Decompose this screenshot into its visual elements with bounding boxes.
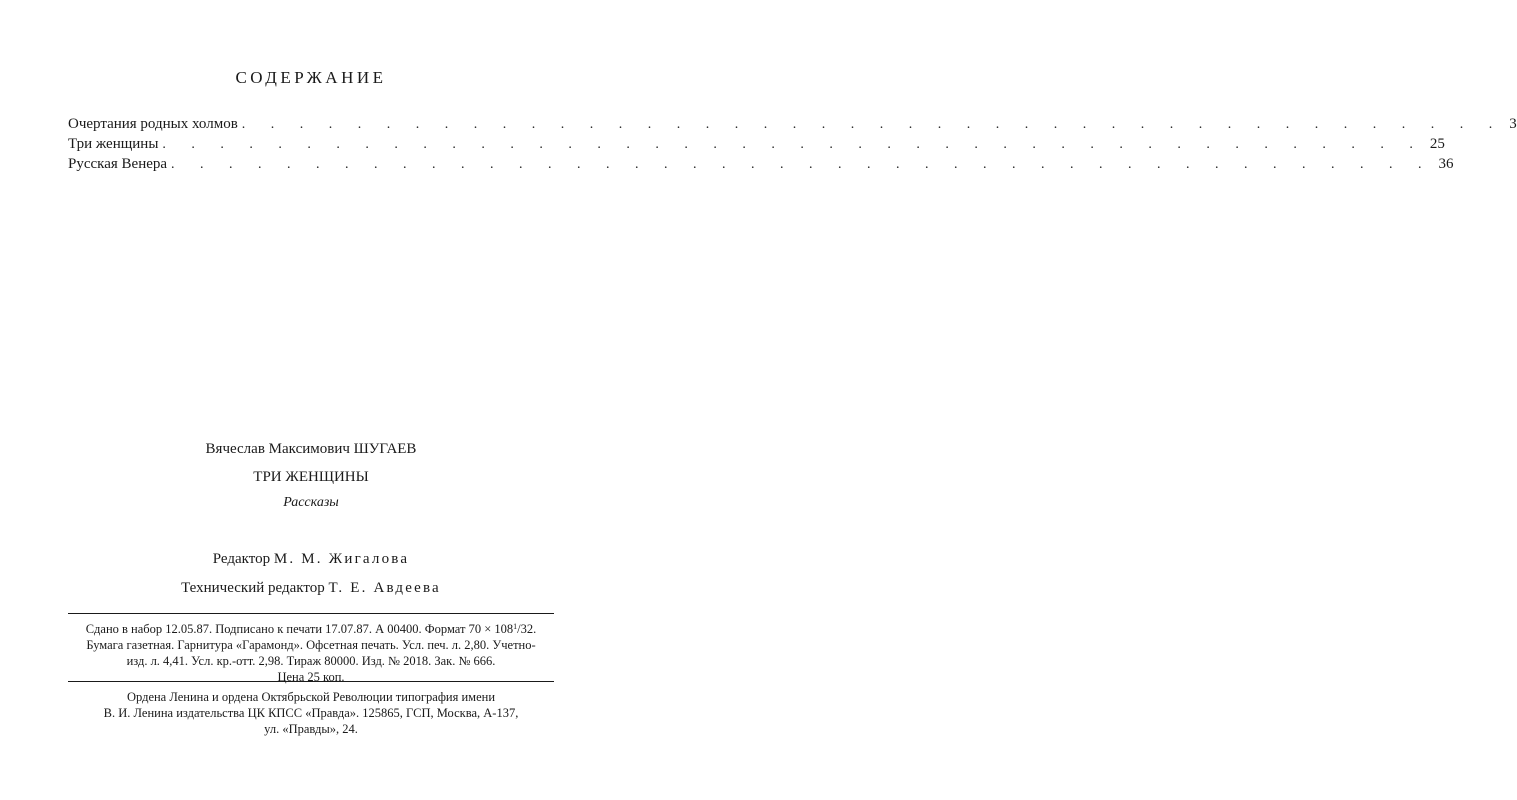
table-of-contents xyxy=(68,114,1517,174)
toc-entry xyxy=(68,114,1517,134)
toc-entry xyxy=(68,134,1445,154)
toc-dot-leader: . . . . . . . . . . . . . . . . . . . . . . . . . . . . . . . . . . . . . . . . . . . . xyxy=(241,117,1504,132)
print-format-text: Сдано в набор 12.05.87. Подписано к печати 17.07.87. А 00400. Формат 70 × 108 xyxy=(85,622,514,636)
format-denominator: /32. xyxy=(517,622,537,636)
genre-label: Рассказы xyxy=(283,495,339,510)
toc-entry-page: 3 xyxy=(1509,116,1517,132)
divider-top xyxy=(68,613,554,614)
printer-info xyxy=(68,689,554,737)
contents-heading: СОДЕРЖАНИЕ xyxy=(235,68,387,87)
toc-entry-title: Три женщины xyxy=(68,136,159,152)
printer-line: В. И. Ленина издательства ЦК КПСС «Правда». 125865, ГСП, Москва, А-137, xyxy=(103,706,519,720)
printer-line: ул. «Правды», 24. xyxy=(264,722,358,736)
toc-entry-page: 36 xyxy=(1438,156,1454,172)
editor-credit xyxy=(0,551,622,568)
tech-editor-credit xyxy=(0,580,622,597)
print-details-line xyxy=(68,619,554,637)
toc-entry-title: Очертания родных холмов xyxy=(68,116,238,132)
toc-entry-page: 25 xyxy=(1429,136,1445,152)
print-details-line: изд. л. 4,41. Усл. кр.-отт. 2,98. Тираж 80000. Изд. № 2018. Зак. № 666. xyxy=(126,654,496,668)
format-superscript: 1 xyxy=(513,622,518,631)
print-details xyxy=(68,619,554,685)
print-details-line: Бумага газетная. Гарнитура «Гарамонд». Офсетная печать. Усл. печ. л. 2,80. Учетно- xyxy=(86,638,536,652)
toc-entry-title: Русская Венера xyxy=(68,156,168,172)
book-title: ТРИ ЖЕНЩИНЫ xyxy=(253,469,369,485)
tech-editor-name: Т. Е. Авдеева xyxy=(328,580,441,596)
editor-label: Редактор xyxy=(212,551,271,567)
editor-name: М. М. Жигалова xyxy=(273,551,410,567)
toc-dot-leader: . . . . . . . . . . . . . . . . . . . . . . . . . . . . . . . . . . . . . . . . . . . . xyxy=(171,157,1433,172)
price-line: Цена 25 коп. xyxy=(277,670,345,684)
toc-dot-leader: . . . . . . . . . . . . . . . . . . . . . . . . . . . . . . . . . . . . . . . . . . . . xyxy=(162,137,1424,152)
tech-editor-label: Технический редактор xyxy=(181,580,325,596)
toc-entry xyxy=(68,154,1454,174)
printer-line: Ордена Ленина и ордена Октябрьской Революции типография имени xyxy=(126,690,496,704)
author-name: Вячеслав Максимович ШУГАЕВ xyxy=(205,441,417,457)
divider-bottom xyxy=(68,681,554,682)
